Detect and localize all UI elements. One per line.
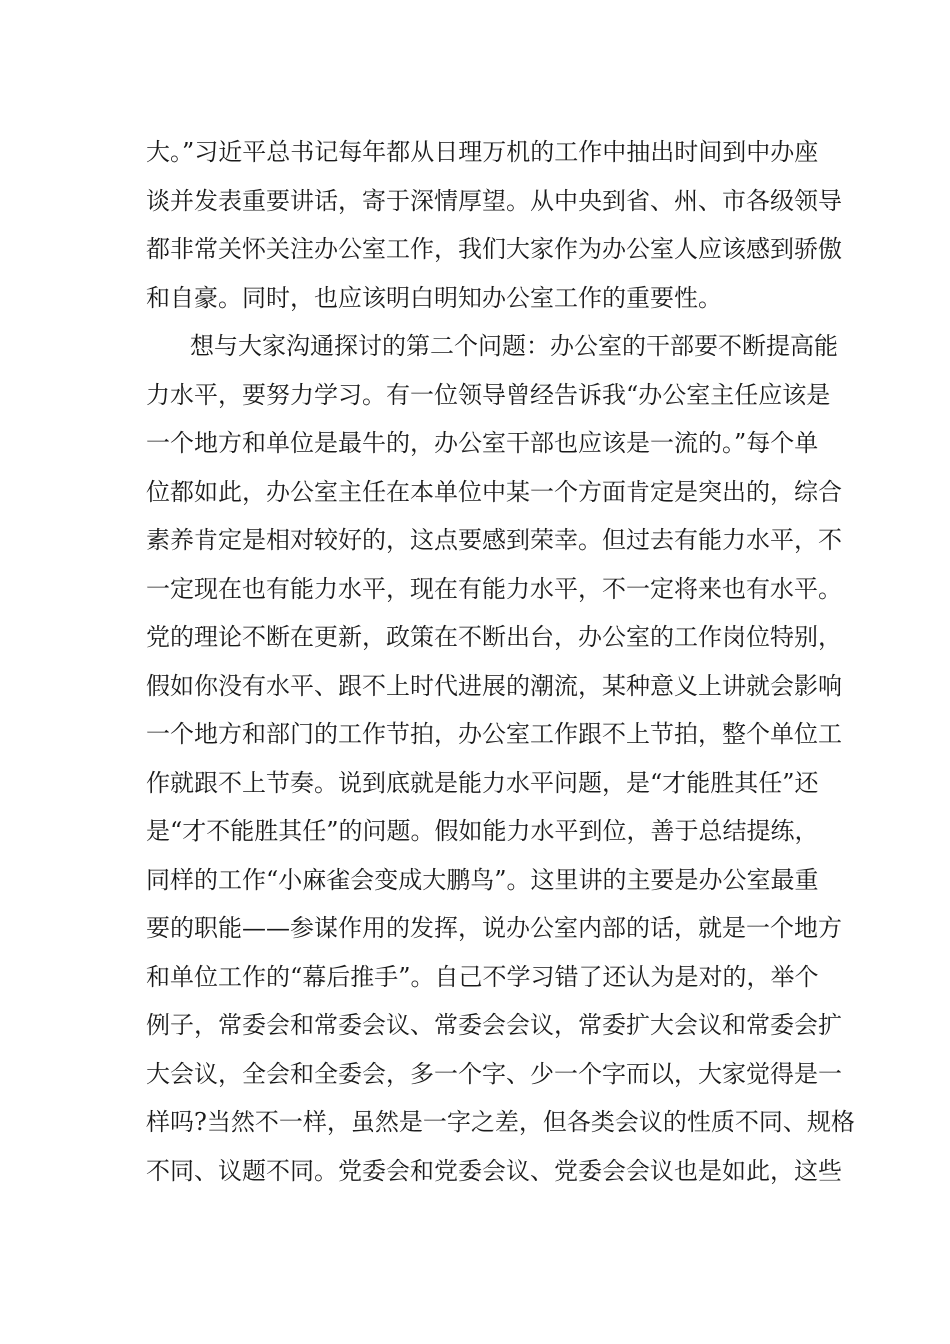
text-line: 党的理论不断在更新，政策在不断出台，办公室的工作岗位特别，: [146, 623, 842, 651]
text-line: 和自豪。同时，也应该明白明知办公室工作的重要性。: [146, 283, 722, 312]
text-line: 例子，常委会和常委会议、常委会会议，常委扩大会议和常委会扩: [146, 1011, 842, 1039]
text-line: 假如你没有水平、跟不上时代进展的潮流，某种意义上讲就会影响: [146, 671, 842, 700]
text-line: 大。”习近平总书记每年都从日理万机的工作中抽出时间到中办座: [146, 138, 819, 166]
text-line: 都非常关怀关注办公室工作，我们大家作为办公室人应该感到骄傲: [146, 235, 842, 263]
text-line: 素养肯定是相对较好的，这点要感到荣幸。但过去有能力水平，不: [146, 526, 842, 554]
document-body: [146, 128, 855, 1195]
text-line: 同样的工作“小麻雀会变成大鹏鸟”。这里讲的主要是办公室最重: [146, 865, 819, 894]
text-line: 要的职能——参谋作用的发挥，说办公室内部的话，就是一个地方: [146, 914, 842, 942]
paragraph-2: [146, 322, 855, 1195]
text-line: 不同、议题不同。党委会和党委会议、党委会会议也是如此，这些: [146, 1156, 842, 1185]
text-line: 位都如此，办公室主任在本单位中某一个方面肯定是突出的，综合: [146, 477, 842, 506]
text-line: 是“才不能胜其任”的问题。假如能力水平到位，善于总结提练，: [146, 817, 819, 845]
text-line: 作就跟不上节奏。说到底就是能力水平问题，是“才能胜其任”还: [146, 768, 819, 797]
text-line: 力水平，要努力学习。有一位领导曾经告诉我“办公室主任应该是: [146, 380, 831, 409]
text-line: 谈并发表重要讲话，寄于深情厚望。从中央到省、州、市各级领导: [146, 186, 842, 215]
text-line: 一定现在也有能力水平，现在有能力水平，不一定将来也有水平。: [146, 574, 842, 603]
text-line: 样吗?当然不一样，虽然是一字之差，但各类会议的性质不同、规格: [146, 1108, 855, 1136]
text-line: 和单位工作的“幕后推手”。自己不学习错了还认为是对的，举个: [146, 962, 819, 991]
text-line: 大会议，全会和全委会，多一个字、少一个字而以，大家觉得是一: [146, 1059, 842, 1088]
text-line: 一个地方和部门的工作节拍，办公室工作跟不上节拍，整个单位工: [146, 720, 842, 748]
paragraph-1: [146, 128, 842, 322]
text-line: 一个地方和单位是最牛的，办公室干部也应该是一流的。”每个单: [146, 429, 819, 457]
text-line: 想与大家沟通探讨的第二个问题：办公室的干部要不断提高能: [190, 332, 838, 360]
